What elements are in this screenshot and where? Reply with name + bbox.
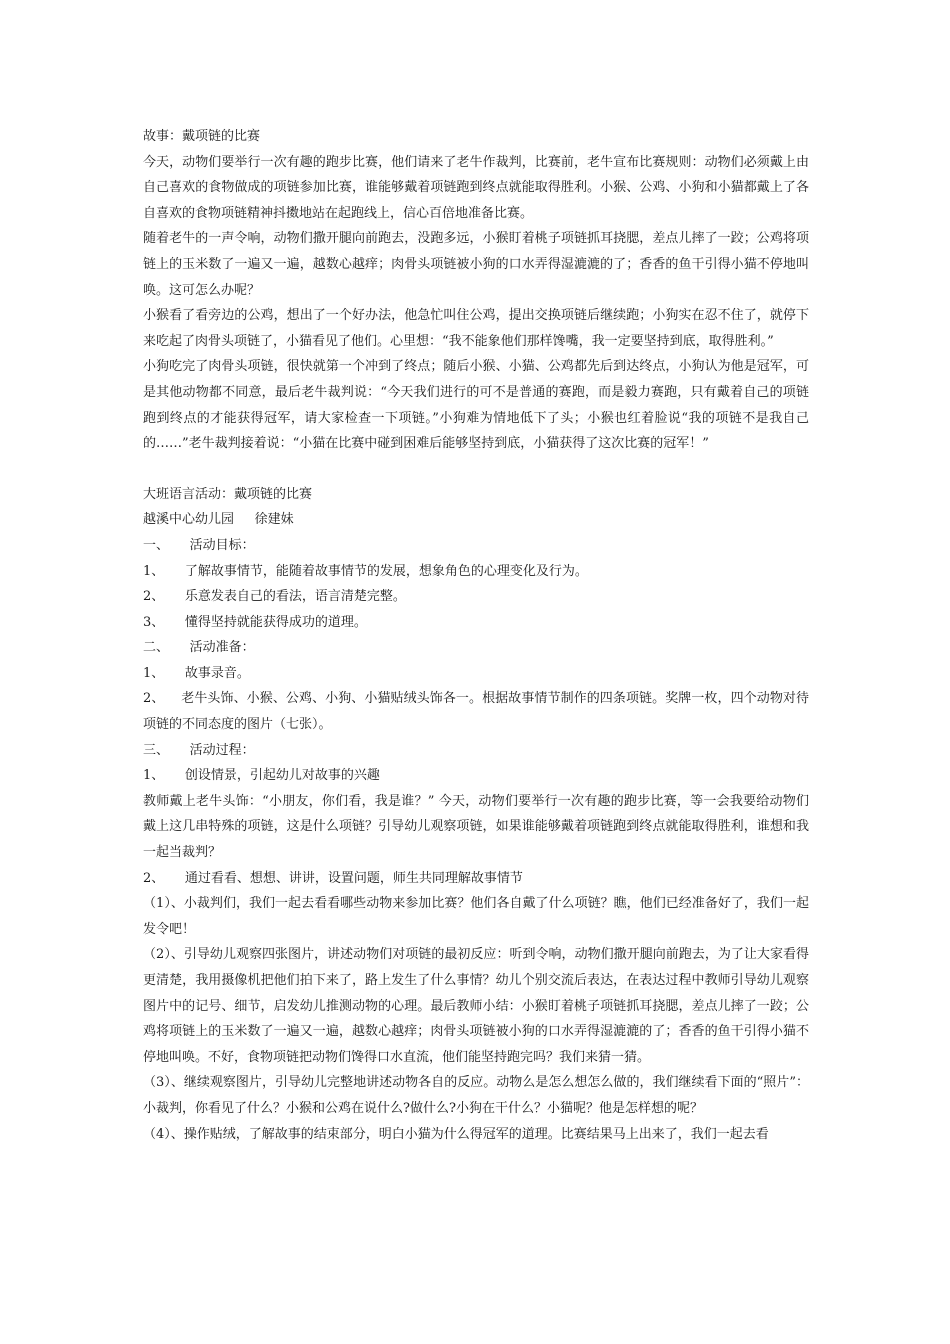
story-paragraph-3: 小猴看了看旁边的公鸡，想出了一个好办法，他急忙叫住公鸡，提出交换项链后继续跑；小狗实在忍不住了，就停下来吃起了肉骨头项链了，小猫看见了他们。心里想：“我不能象他们那样馋嘴，我一定要坚持到底，取得胜利。” [143,308,809,349]
lesson-goal-3: 3、 懂得坚持就能获得成功的道理。 [143,614,367,630]
lesson-heading-preparation: 二、 活动准备： [143,640,255,656]
lesson-goal-2: 2、 乐意发表自己的看法，语言清楚完整。 [143,589,406,605]
story-paragraph-4: 小狗吃完了肉骨头项链，很快就第一个冲到了终点；随后小猴、小猫、公鸡都先后到达终点，小狗认为他是冠军，可是其他动物都不同意，最后老牛裁判说：“今天我们进行的可不是普通的赛跑，而是毅力赛跑，只有戴着自己的项链跑到终点的才能获得冠军，请大家检查一下项链。”小狗难为情地低下了头；小猴也红着脸说“我的项链不是我自己的……”老牛裁判接着说：“小猫在比赛中碰到困难后能够坚持到底，小猫获得了这次比赛的冠军！” [143,359,809,452]
lesson-prep-2: 2、 老牛头饰、小猴、公鸡、小狗、小猫贴绒头饰各一。根据故事情节制作的四条项链。奖牌一枚，四个动物对待项链的不同态度的图片（七张）。 [143,691,809,733]
story-paragraph-2: 随着老牛的一声令响，动物们撒开腿向前跑去，没跑多远，小猴盯着桃子项链抓耳挠腮，差点儿摔了一跤；公鸡将项链上的玉米数了一遍又一遍，越数心越痒；肉骨头项链被小狗的口水弄得湿漉漉的了；香香的鱼干引得小猫不停地叫唤。这可怎么办呢？ [143,231,809,298]
lesson-heading-process: 三、 活动过程： [143,742,255,758]
lesson-step-1-detail: 教师戴上老牛头饰：“小朋友，你们看，我是谁？” 今天，动物们要举行一次有趣的跑步比赛，等一会我要给动物们戴上这几串特殊的项链，这是什么项链？引导幼儿观察项链，如果谁能够戴着项链跑到终点就能取得胜利，谁想和我一起当裁判？ [143,793,809,861]
lesson-author: 越溪中心幼儿园 徐建妹 [143,512,294,528]
lesson-heading-goals: 一、 活动目标： [143,537,255,553]
lesson-goal-1: 1、 了解故事情节，能随着故事情节的发展，想象角色的心理变化及行为。 [143,563,588,579]
story-paragraph-1: 今天，动物们要举行一次有趣的跑步比赛，他们请来了老牛作裁判，比赛前，老牛宣布比赛规则：动物们必须戴上由自己喜欢的食物做成的项链参加比赛，谁能够戴着项链跑到终点就能取得胜利。小猴、公鸡、小狗和小猫都戴上了各自喜欢的食物项链精神抖擞地站在起跑线上，信心百倍地准备比赛。 [143,154,809,221]
lesson-title: 大班语言活动：戴项链的比赛 [143,486,313,502]
lesson-substep-3: （3）、继续观察图片，引导幼儿完整地讲述动物各自的反应。动物么是怎么想怎么做的，我们继续看下面的“照片”：小裁判，你看见了什么？小猴和公鸡在说什么?做什么?小狗在干什么？小猫呢？他是怎样想的呢？ [143,1075,809,1116]
lesson-substep-4: （4）、操作贴绒，了解故事的结束部分，明白小猫为什么得冠军的道理。比赛结果马上出来了，我们一起去看 [143,1126,769,1142]
lesson-step-2: 2、 通过看看、想想、讲讲，设置问题，师生共同理解故事情节 [143,870,523,886]
lesson-substep-2: （2）、引导幼儿观察四张图片，讲述动物们对项链的最初反应：听到令响，动物们撒开腿向前跑去，为了让大家看得更清楚，我用摄像机把他们拍下来了，路上发生了什么事情？幼儿个别交流后表达，在表达过程中教师引导幼儿观察图片中的记号、细节，启发幼儿推测动物的心理。最后教师小结：小猴盯着桃子项链抓耳挠腮，差点儿摔了一跤；公鸡将项链上的玉米数了一遍又一遍，越数心越痒；肉骨头项链被小狗的口水弄得湿漉漉的了；香香的鱼干引得小猫不停地叫唤。不好，食物项链把动物们馋得口水直流，他们能坚持跑完吗？我们来猜一猜。 [143,947,809,1065]
document-page [143,124,809,1147]
lesson-step-1: 1、 创设情景，引起幼儿对故事的兴趣 [143,768,380,784]
lesson-prep-1: 1、 故事录音。 [143,665,250,681]
section-spacer [143,457,809,482]
lesson-substep-1: （1）、小裁判们，我们一起去看看哪些动物来参加比赛？他们各自戴了什么项链？瞧，他们已经准备好了，我们一起发令吧！ [143,896,809,937]
story-title: 故事：戴项链的比赛 [143,129,261,144]
